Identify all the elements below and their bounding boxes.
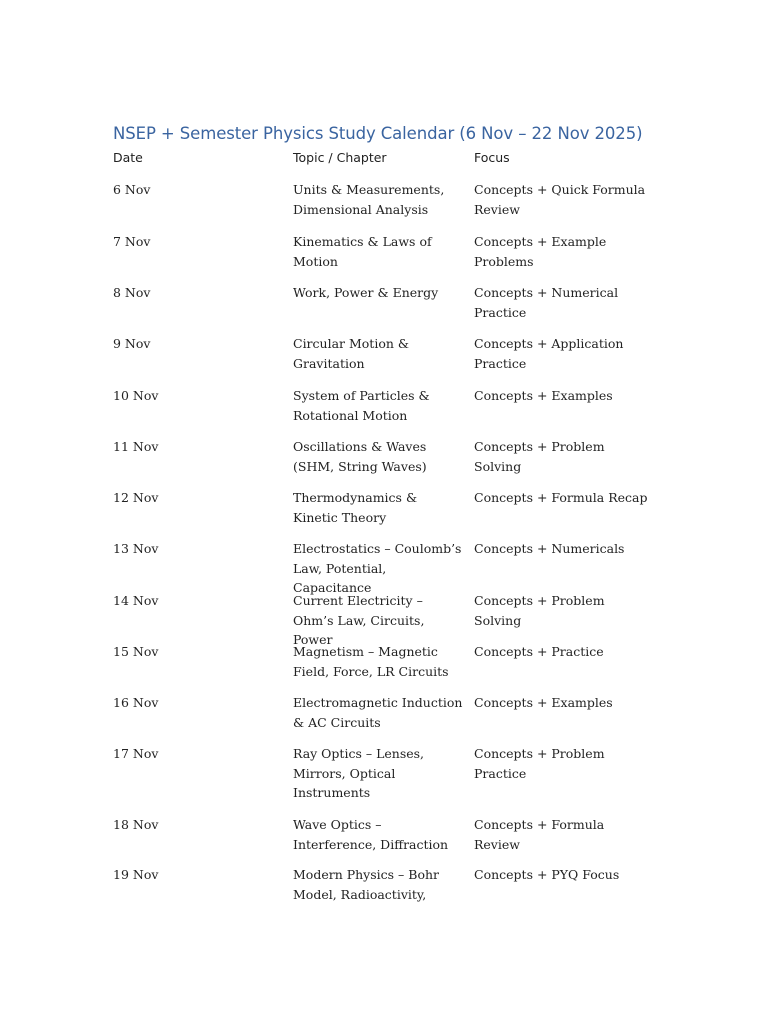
focus-cell: Concepts + Problem Solving [474, 593, 605, 628]
topic-cell: Thermodynamics & Kinetic Theory [293, 490, 418, 525]
focus-cell: Concepts + Quick Formula Review [474, 182, 646, 217]
focus-cell: Concepts + Problem Practice [474, 746, 605, 781]
topic-cell: Magnetism – Magnetic Field, Force, LR Circuits [293, 644, 449, 679]
date-cell: 17 Nov [113, 746, 159, 761]
document-title: NSEP + Semester Physics Study Calendar (6 Nov – 22 Nov 2025) [113, 124, 643, 143]
topic-cell: Circular Motion & Gravitation [293, 336, 410, 371]
topic-cell: Oscillations & Waves (SHM, String Waves) [293, 439, 427, 474]
date-cell: 6 Nov [113, 182, 151, 197]
column-header-date: Date [113, 150, 143, 165]
date-cell: 8 Nov [113, 285, 151, 300]
topic-cell: Electromagnetic Induction & AC Circuits [293, 695, 463, 730]
focus-cell: Concepts + Practice [474, 644, 604, 659]
date-cell: 14 Nov [113, 593, 159, 608]
focus-cell: Concepts + Numerical Practice [474, 285, 619, 320]
date-cell: 7 Nov [113, 234, 151, 249]
topic-cell: Kinematics & Laws of Motion [293, 234, 432, 269]
date-cell: 11 Nov [113, 439, 159, 454]
topic-cell: Units & Measurements, Dimensional Analysis [293, 182, 445, 217]
date-cell: 16 Nov [113, 695, 159, 710]
date-cell: 12 Nov [113, 490, 159, 505]
focus-cell: Concepts + Formula Recap [474, 490, 648, 505]
focus-cell: Concepts + Application Practice [474, 336, 624, 371]
topic-cell: Current Electricity – Ohm’s Law, Circuits, Power [293, 593, 425, 647]
topic-cell: Ray Optics – Lenses, Mirrors, Optical Instruments [293, 746, 425, 800]
date-cell: 18 Nov [113, 817, 159, 832]
date-cell: 15 Nov [113, 644, 159, 659]
topic-cell: Electrostatics – Coulomb’s Law, Potential, Capacitance [293, 541, 462, 595]
focus-cell: Concepts + Formula Review [474, 817, 605, 852]
topic-cell: Work, Power & Energy [293, 285, 439, 300]
column-header-topic: Topic / Chapter [293, 150, 387, 165]
date-cell: 9 Nov [113, 336, 151, 351]
date-cell: 19 Nov [113, 867, 159, 882]
date-cell: 10 Nov [113, 388, 159, 403]
topic-cell: System of Particles & Rotational Motion [293, 388, 430, 423]
focus-cell: Concepts + Example Problems [474, 234, 607, 269]
topic-cell: Wave Optics – Interference, Diffraction [293, 817, 449, 852]
focus-cell: Concepts + PYQ Focus [474, 867, 620, 882]
focus-cell: Concepts + Examples [474, 388, 613, 403]
column-header-focus: Focus [474, 150, 510, 165]
date-cell: 13 Nov [113, 541, 159, 556]
focus-cell: Concepts + Examples [474, 695, 613, 710]
topic-cell: Modern Physics – Bohr Model, Radioactivity, [293, 867, 440, 902]
focus-cell: Concepts + Problem Solving [474, 439, 605, 474]
focus-cell: Concepts + Numericals [474, 541, 625, 556]
